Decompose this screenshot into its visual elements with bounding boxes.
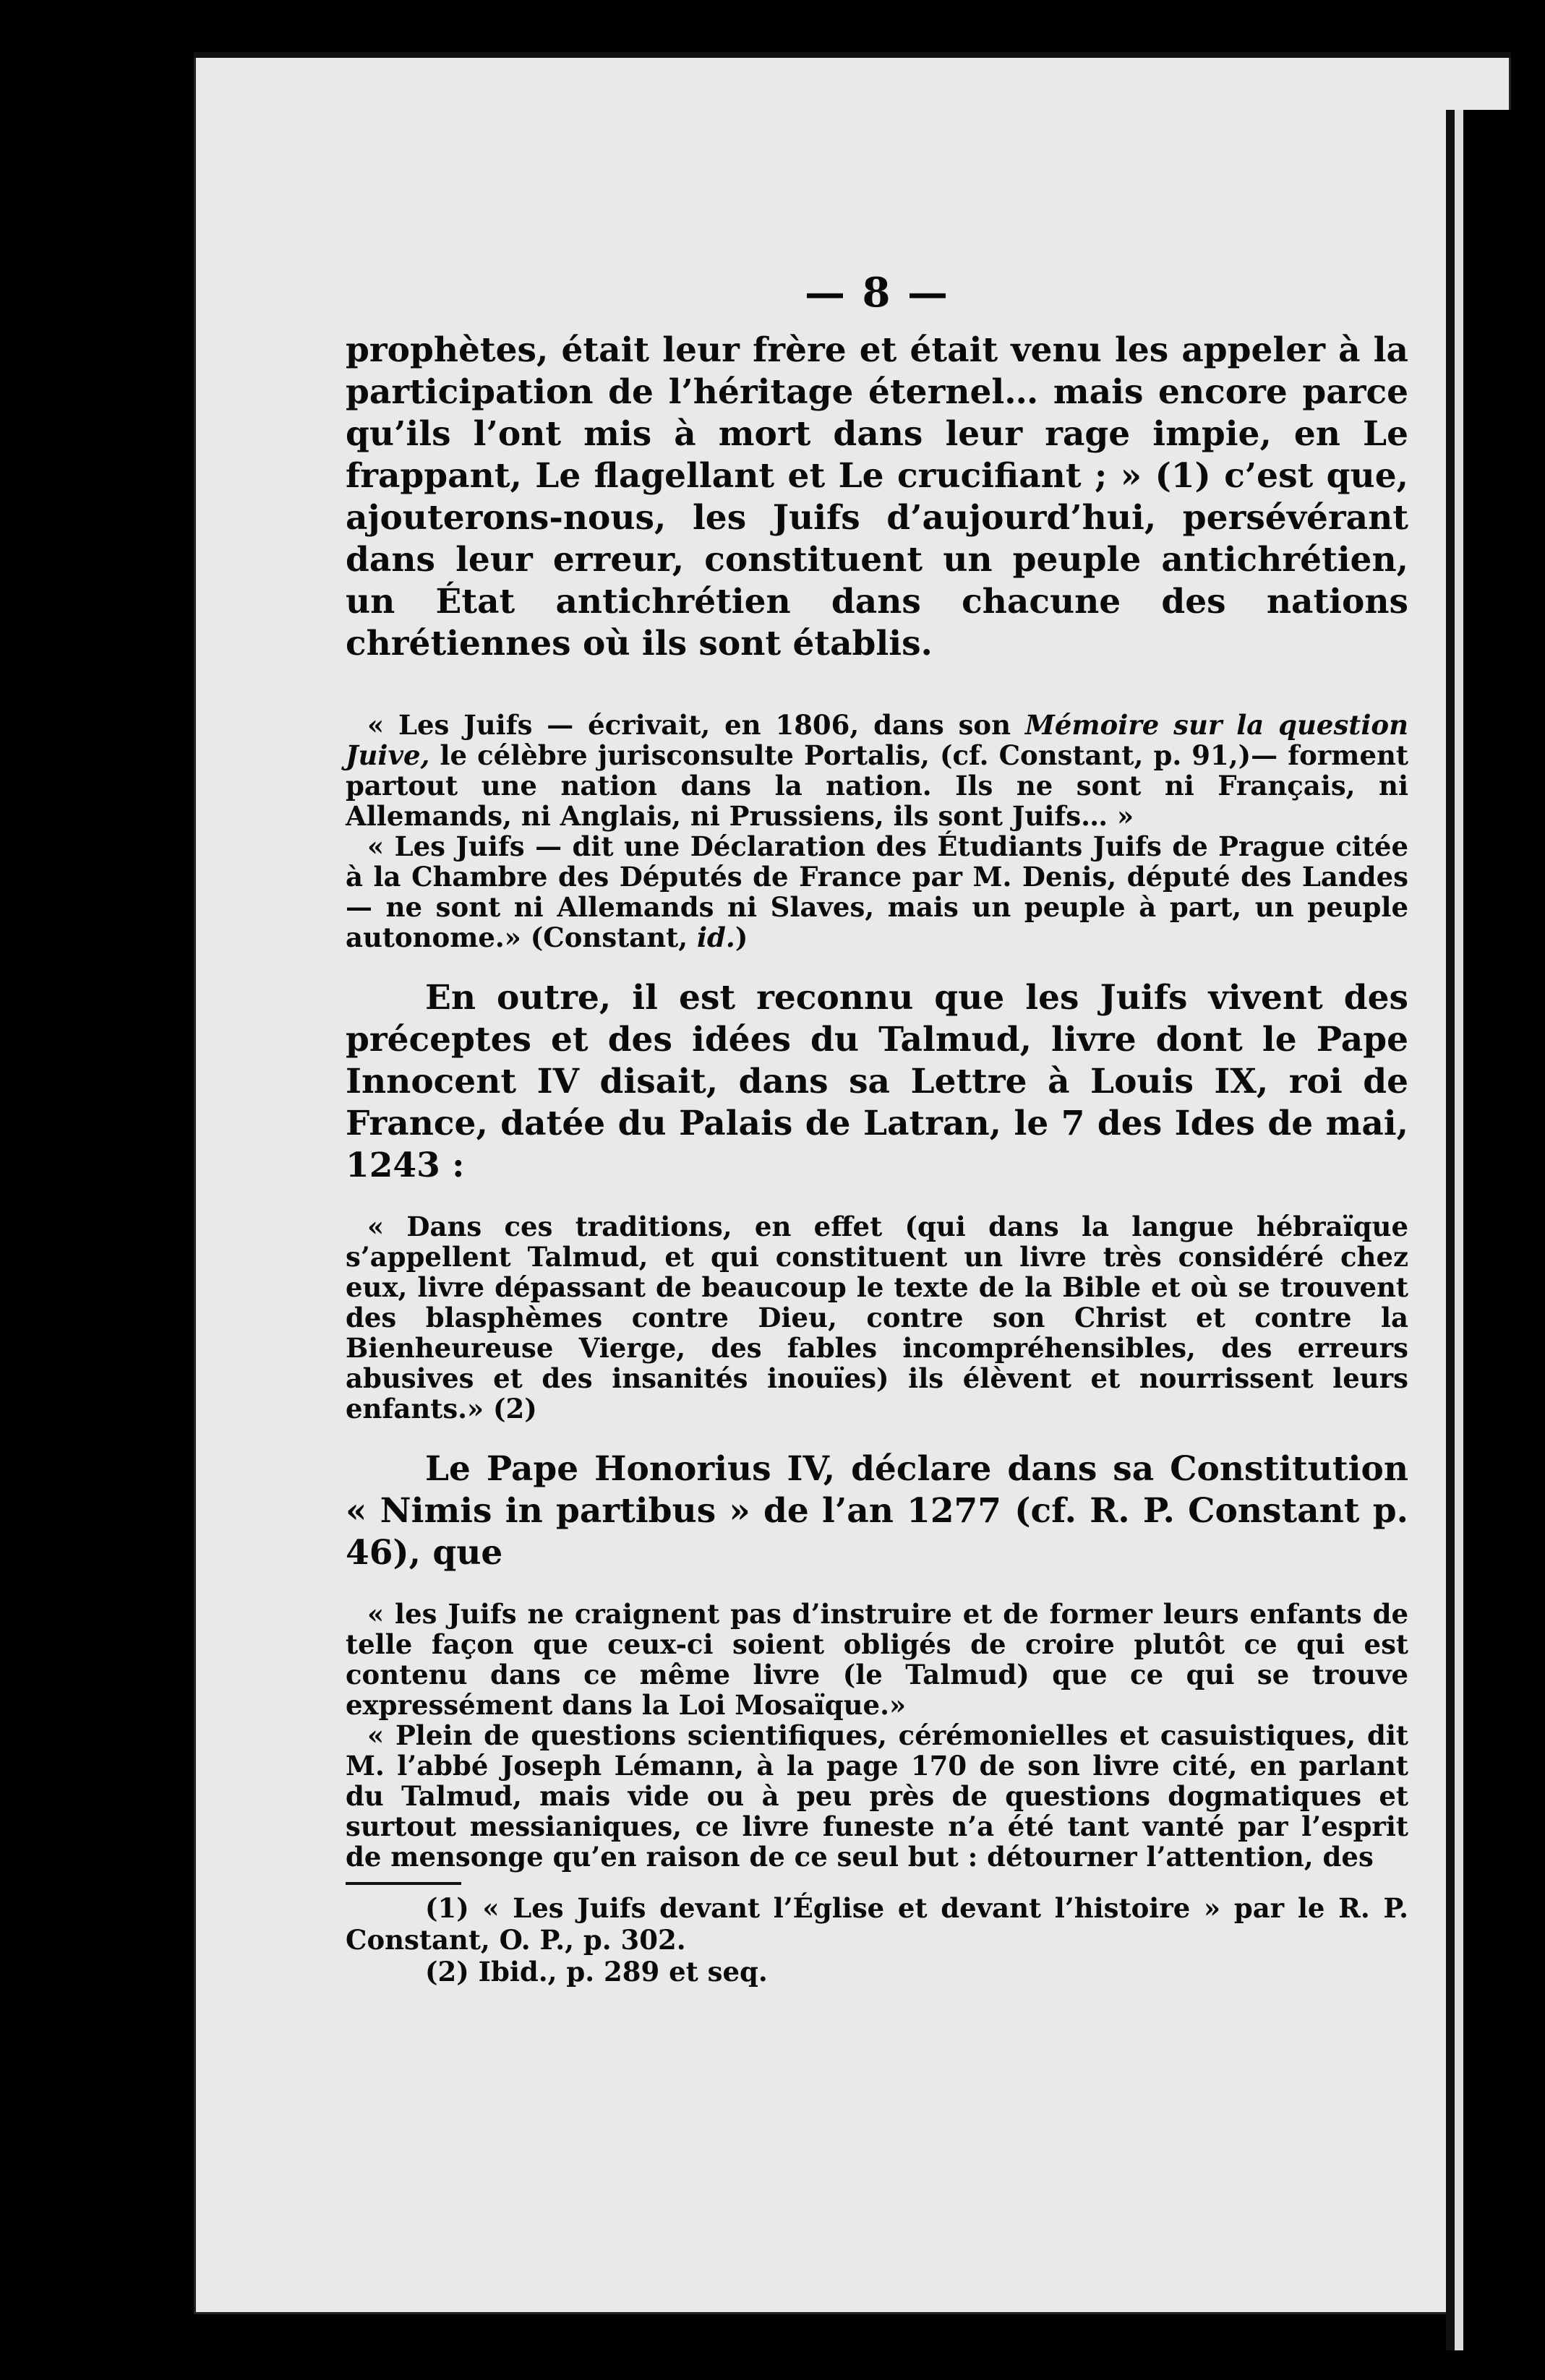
quote-lemann: « Plein de questions scientifiques, cérémonielles et casuistiques, dit M. l’abbé Joseph Lémann, à la page 170 de son livre cité, en parlant du Talmud, mais vide ou à peu près de questions dogmatiques et surtout messianiques, ce livre funeste n’a été tant vanté par l’esprit de mensonge qu’en raison de ce seul but : détourner l’attention, des [346, 1719, 1408, 1873]
quote-portalis-part-b: le célèbre jurisconsulte Portalis, (cf. Constant, p. 91,)— forment partout une nation dans la nation. Ils ne sont ni Français, ni Allemands, ni Anglais, ni Prussiens, ils sont Juifs… » [346, 739, 1408, 832]
footnote-rule [346, 1882, 461, 1885]
footnote-1: (1) « Les Juifs devant l’Église et devant l’histoire » par le R. P. Constant, O. P., p. 302. [346, 1892, 1408, 1956]
paragraph-talmud: En outre, il est reconnu que les Juifs vivent des préceptes et des idées du Talmud, livre dont le Pape Innocent IV disait, dans sa Lettre à Louis IX, roi de France, datée du Palais de Latran, le 7 des Ides de mai, 1243 : [346, 978, 1408, 1185]
scanned-page [194, 52, 1511, 2314]
footnote-2: (2) Ibid., p. 289 et seq. [425, 1956, 768, 1988]
page-number: — 8 — [805, 269, 949, 317]
quote-portalis-part-a: « Les Juifs — écrivait, en 1806, dans son [367, 709, 1025, 741]
quote-prague-part-a: « Les Juifs — dit une Déclaration des Étudiants Juifs de Prague citée à la Chambre des Députés de France par M. Denis, député des Landes — ne sont ni Allemands ni Slaves, mais un peuple à part, un peuple autonome.» (Constant, [346, 830, 1408, 953]
paragraph-prophetes: prophètes, était leur frère et était venu les appeler à la participation de l’héritage éternel… mais encore parce qu’ils l’ont mis à mort dans leur rage impie, en Le frappant, Le flagellant et Le crucifiant ; » (1) c’est que, ajouterons-nous, les Juifs d’aujourd’hui, persévérant dans leur erreur, constituent un peuple antichrétien, un État antichrétien dans chacune des nations chrétiennes où ils sont établis. [346, 330, 1408, 663]
quote-honorius: « les Juifs ne craignent pas d’instruire et de former leurs enfants de telle façon que ceux-ci soient obligés de croire plutôt ce qui est contenu dans ce même livre (le Talmud) que ce qui se trouve expressément dans la Loi Mosaïque.» [346, 1598, 1408, 1721]
quote-prague-part-b: ) [735, 922, 748, 953]
quote-portalis [346, 710, 1408, 831]
page-content [346, 269, 1408, 1988]
quote-prague-students [346, 831, 1408, 953]
paragraph-honorius: Le Pape Honorius IV, déclare dans sa Constitution « Nimis in partibus » de l’an 1277 (cf. R. P. Constant p. 46), que [346, 1449, 1408, 1573]
adjacent-page-edge [1446, 110, 1511, 2350]
scan-top-edge [194, 52, 1511, 58]
quote-prague-id: id. [697, 922, 735, 953]
quote-innocent-iv: « Dans ces traditions, en effet (qui dans la langue hébraïque s’appellent Talmud, et qui constituent un livre très considéré chez eux, livre dépassant de beaucoup le texte de la Bible et où se trouvent des blasphèmes contre Dieu, contre son Christ et contre la Bienheureuse Vierge, des fables incompréhensibles, des erreurs abusives et des insanités inouïes) ils élèvent et nourrissent leurs enfants.» (2) [346, 1211, 1408, 1425]
quote-portalis-title: Mémoire sur la question Juive, [346, 709, 1408, 771]
